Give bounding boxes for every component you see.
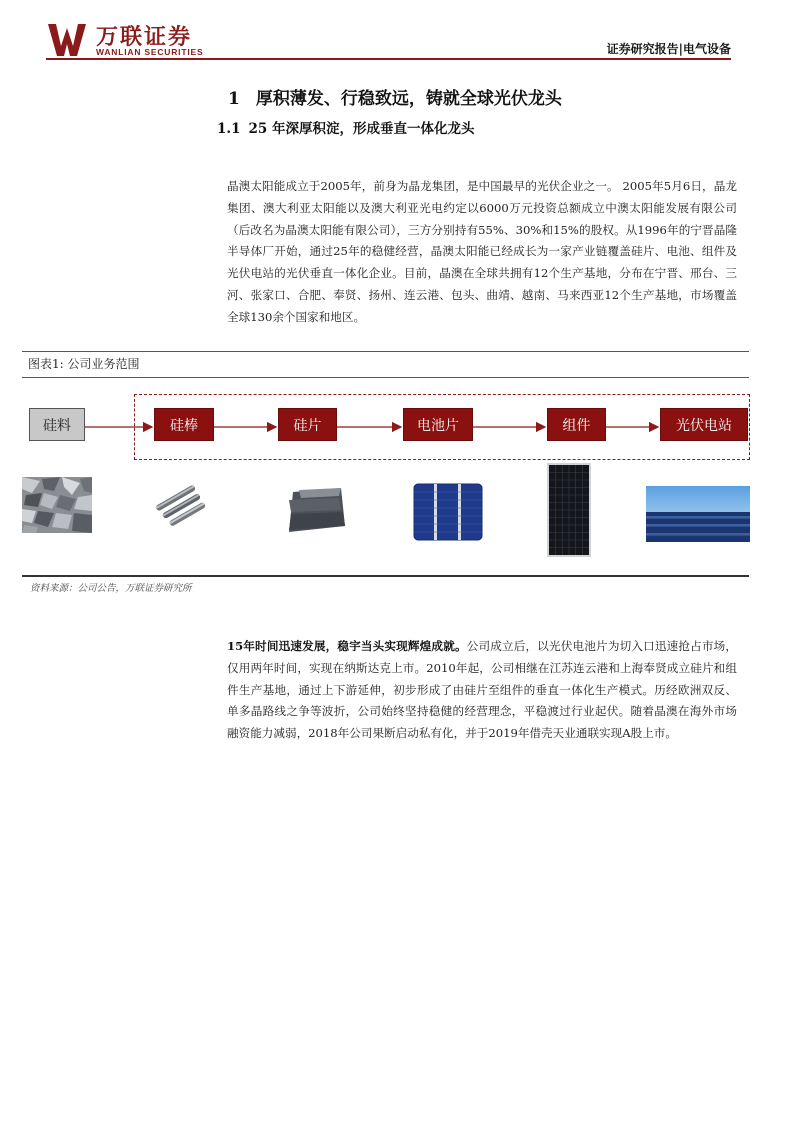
section-number: 1: [228, 89, 240, 109]
silicon-rod-image: [153, 485, 211, 529]
subsection-title: 25 年深厚积淀，形成垂直一体化龙头: [248, 121, 475, 137]
paragraph-development: [227, 636, 737, 745]
silicon-wafer-image: [279, 486, 349, 534]
node-silicon-material: 硅料: [29, 408, 85, 441]
pv-power-station-image: [646, 486, 750, 542]
section-title: 厚积薄发、行稳致远，铸就全球光伏龙头: [255, 89, 562, 109]
figure-source: 资料来源：公司公告，万联证券研究所: [30, 583, 192, 594]
figure-title: 图表1: 公司业务范围: [28, 357, 140, 371]
polysilicon-image: [22, 477, 92, 533]
logo-text: 万联证券: [96, 25, 193, 50]
paragraph-company-history: 晶澳太阳能成立于2005年，前身为晶龙集团，是中国最早的光伏企业之一。 2005年5月6日，晶龙集团、澳大利亚太阳能以及澳大利亚光电约定以6000万元投资总额成立中澳太阳能发展有限公司（后改名为晶澳太阳能有限公司），三方分别持有55%、30%和15%的股权。从1996年的宁晋晶隆半导体厂开始，通过25年的稳健经营，晶澳太阳能已经成长为一家产业链覆盖硅片、电池、组件及光伏电站的光伏垂直一体化企业。目前，晶澳在全球共拥有12个生产基地，分布在宁晋、邢台、三河、张家口、合肥、奉贤、扬州、连云港、包头、曲靖、越南、马来西亚12个生产基地，市场覆盖全球130余个国家和地区。: [227, 179, 737, 324]
node-silicon-rod: 硅棒: [154, 408, 214, 441]
node-solar-cell: 电池片: [403, 408, 473, 441]
node-wafer: 硅片: [278, 408, 337, 441]
figure-bottom-rule: [22, 575, 749, 577]
logo-subtitle: WANLIAN SECURITIES: [96, 47, 204, 57]
subsection-number: 1.1: [217, 121, 241, 137]
node-module: 组件: [547, 408, 606, 441]
solar-module-image: [547, 463, 591, 557]
paragraph-lead: 15年时间迅速发展，稳宇当头实现辉煌成就。: [227, 639, 467, 653]
node-pv-power-station: 光伏电站: [660, 408, 748, 441]
solar-cell-image: [412, 482, 484, 542]
report-tag: 证券研究报告|电气设备: [606, 42, 731, 56]
paragraph-body: 公司成立后，以光伏电池片为切入口迅速抢占市场，仅用两年时间，实现在纳斯达克上市。2010年起，公司相继在江苏连云港和上海奉贤成立硅片和组件生产基地，通过上下游延伸，初步形成了由硅片至组件的垂直一体化生产模式。历经欧洲双反、单多晶路线之争等波折，公司始终坚持稳健的经营理念，平稳渡过行业起伏。随着晶澳在海外市场融资能力减弱，2018年公司果断启动私有化，并于2019年借壳天业通联实现A股上市。: [227, 639, 737, 741]
